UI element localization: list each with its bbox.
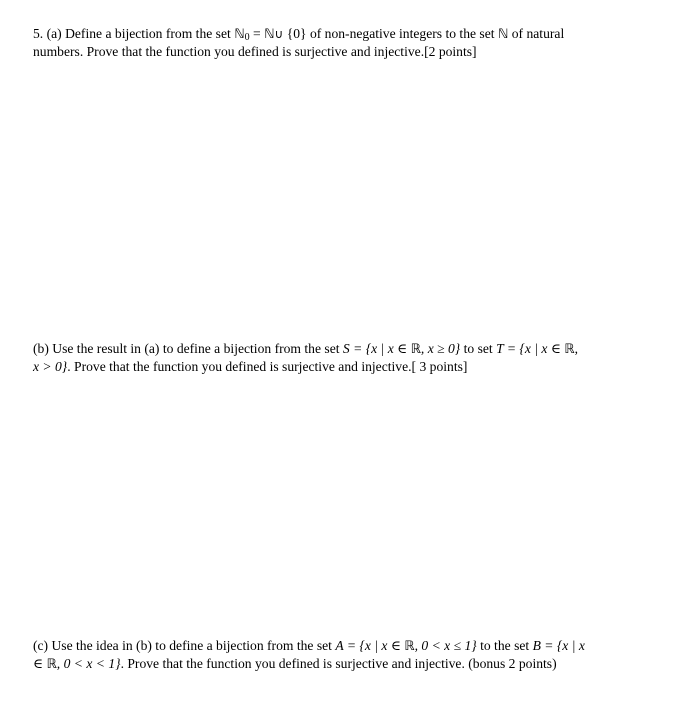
set-s-def-1: = {x | x ∈ bbox=[349, 341, 411, 356]
reals-symbol-2: ℝ bbox=[564, 342, 575, 357]
problem-part-b bbox=[33, 340, 658, 376]
naturals-symbol-2: ℕ bbox=[497, 27, 509, 42]
problem-part-a bbox=[33, 25, 658, 61]
set-a-def-2: , 0 < x ≤ 1} bbox=[414, 638, 477, 653]
part-b-line2-text: . Prove that the function you defined is surjective and injective.[ 3 points] bbox=[67, 359, 468, 374]
reals-symbol: ℝ bbox=[410, 342, 421, 357]
set-t-def-2: , bbox=[574, 341, 578, 356]
set-b-def-2: , 0 < x < 1} bbox=[56, 656, 121, 671]
part-b-intro-text: (b) Use the result in (a) to define a bijection from the set bbox=[33, 341, 343, 356]
part-c-line2-text: . Prove that the function you defined is surjective and injective. (bonus 2 points) bbox=[120, 656, 557, 671]
part-a-line-2: numbers. Prove that the function you defined is surjective and injective.[2 points] bbox=[33, 44, 477, 59]
naturals-symbol: ℕ bbox=[264, 27, 275, 42]
part-a-mid-text: of non-negative integers to the set bbox=[306, 26, 498, 41]
union-symbol: ∪ bbox=[274, 27, 284, 41]
problem-part-c bbox=[33, 637, 658, 673]
set-b-def-1: = {x | x bbox=[540, 638, 585, 653]
set-a-def-1: = {x | x ∈ bbox=[343, 638, 405, 653]
part-b-mid-text: to set bbox=[460, 341, 497, 356]
set-t-def-3: x > 0} bbox=[33, 359, 68, 374]
zero-set: {0} bbox=[283, 26, 307, 41]
naturals-zero-subscript: 0 bbox=[244, 32, 250, 43]
part-a-intro-text: 5. (a) Define a bijection from the set bbox=[33, 26, 235, 41]
part-c-intro-text: (c) Use the idea in (b) to define a bijection from the set bbox=[33, 638, 336, 653]
element-of-symbol: ∈ bbox=[33, 656, 47, 671]
set-a-variable: A bbox=[335, 638, 344, 653]
part-c-line-1 bbox=[33, 637, 658, 655]
reals-symbol-3: ℝ bbox=[404, 639, 415, 654]
set-s-def-2: , x ≥ 0} bbox=[420, 341, 461, 356]
set-b-variable: B bbox=[532, 638, 541, 653]
part-c-mid-text: to the set bbox=[476, 638, 533, 653]
part-b-line-2 bbox=[33, 358, 658, 376]
naturals-zero-symbol: ℕ bbox=[234, 27, 245, 42]
reals-symbol-4: ℝ bbox=[46, 657, 57, 672]
set-s-variable: S bbox=[342, 341, 350, 356]
equals-sign: = bbox=[249, 26, 265, 41]
part-a-line-1 bbox=[33, 25, 658, 43]
part-c-line-2 bbox=[33, 655, 658, 673]
part-b-line-1 bbox=[33, 340, 658, 358]
set-t-variable: T bbox=[496, 341, 504, 356]
set-t-def-1: = {x | x ∈ bbox=[503, 341, 565, 356]
part-a-line1-end: of natural bbox=[508, 26, 565, 41]
